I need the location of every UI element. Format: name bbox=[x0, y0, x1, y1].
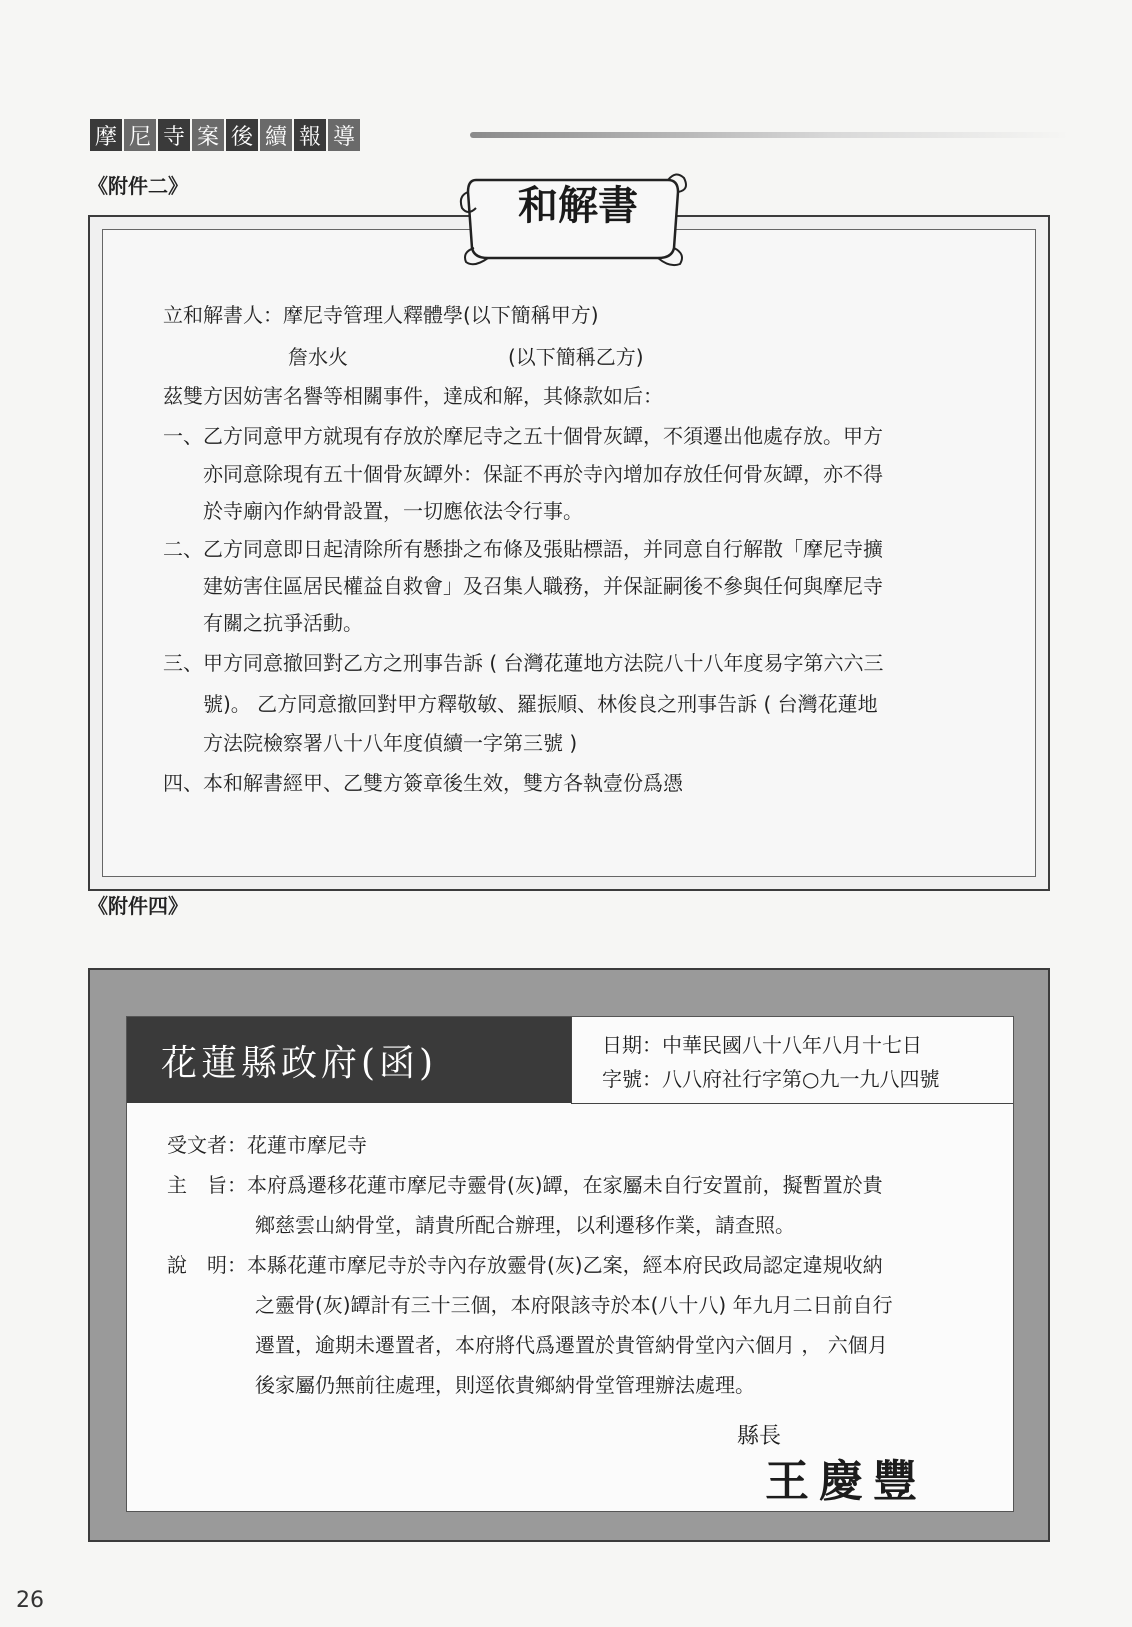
party-b-line: 詹水火 (以下簡稱乙方) bbox=[288, 345, 644, 369]
government-letter bbox=[88, 968, 1050, 1542]
section-banner bbox=[90, 118, 362, 152]
letter-number: 字號：八八府社行字第○九一九八四號 bbox=[602, 1067, 940, 1091]
section-title-char: 寺 bbox=[158, 119, 190, 151]
signatory-name: 王慶豐 bbox=[765, 1456, 927, 1507]
clause-line: 四、本和解書經甲、乙雙方簽章後生效，雙方各執壹份爲憑 bbox=[163, 771, 683, 795]
section-title-char: 報 bbox=[294, 119, 326, 151]
subject-line: 鄉慈雲山納骨堂，請貴所配合辦理，以利遷移作業，請查照。 bbox=[255, 1213, 795, 1237]
section-title-char: 尼 bbox=[124, 119, 156, 151]
clause-line: 方法院檢察署八十八年度偵續一字第三號 ) bbox=[203, 731, 578, 755]
banner-divider bbox=[470, 132, 1070, 138]
section-title bbox=[90, 119, 362, 151]
page-number: 26 bbox=[16, 1588, 44, 1613]
section-title-char: 導 bbox=[328, 119, 360, 151]
settlement-document bbox=[88, 215, 1050, 891]
section-title-char: 續 bbox=[260, 119, 292, 151]
scroll-banner bbox=[458, 162, 688, 270]
issuing-agency: 花蓮縣政府(函) bbox=[127, 1017, 571, 1103]
attachment-4-label: 《附件四》 bbox=[88, 894, 188, 918]
clause-line: 建妨害住區居民權益自救會」及召集人職務，并保証嗣後不參與任何與摩尼寺 bbox=[203, 574, 883, 598]
explanation-line: 遷置，逾期未遷置者，本府將代爲遷置於貴管納骨堂內六個月 ， 六個月 bbox=[255, 1333, 888, 1357]
clause-line: 三、甲方同意撤回對乙方之刑事告訴 ( 台灣花蓮地方法院八十八年度易字第六六三 bbox=[163, 651, 884, 675]
attachment-2-label: 《附件二》 bbox=[88, 174, 188, 198]
explanation-line: 之靈骨(灰)罈計有三十三個，本府限該寺於本(八十八) 年九月二日前自行 bbox=[255, 1293, 893, 1317]
party-a-line: 立和解書人：摩尼寺管理人釋體學(以下簡稱甲方) bbox=[163, 303, 599, 327]
government-letter-body bbox=[126, 1016, 1014, 1512]
recipient-line: 受文者：花蓮市摩尼寺 bbox=[167, 1133, 367, 1157]
section-title-char: 摩 bbox=[90, 119, 122, 151]
explanation-line: 說 明：本縣花蓮市摩尼寺於寺內存放靈骨(灰)乙案，經本府民政局認定違規收納 bbox=[167, 1253, 883, 1277]
signatory-title: 縣長 bbox=[737, 1424, 782, 1449]
section-title-char: 後 bbox=[226, 119, 258, 151]
clause-line: 有關之抗爭活動。 bbox=[203, 611, 363, 635]
settlement-title: 和解書 bbox=[518, 182, 638, 229]
intro-line: 茲雙方因妨害名譽等相關事件，達成和解，其條款如后： bbox=[163, 384, 663, 408]
letter-meta bbox=[571, 1017, 1013, 1104]
section-title-char: 案 bbox=[192, 119, 224, 151]
letter-date: 日期：中華民國八十八年八月十七日 bbox=[602, 1033, 922, 1057]
clause-line: 於寺廟內作納骨設置，一切應依法令行事。 bbox=[203, 499, 583, 523]
subject-line: 主 旨：本府爲遷移花蓮市摩尼寺靈骨(灰)罈，在家屬未自行安置前，擬暫置於貴 bbox=[167, 1173, 883, 1197]
explanation-line: 後家屬仍無前往處理，則逕依貴鄉納骨堂管理辦法處理。 bbox=[255, 1373, 755, 1397]
clause-line: 一、乙方同意甲方就現有存放於摩尼寺之五十個骨灰罈，不須遷出他處存放。甲方 bbox=[163, 424, 883, 448]
clause-line: 二、乙方同意即日起清除所有懸掛之布條及張貼標語，并同意自行解散「摩尼寺擴 bbox=[163, 537, 883, 561]
clause-line: 亦同意除現有五十個骨灰罈外：保証不再於寺內增加存放任何骨灰罈，亦不得 bbox=[203, 462, 883, 486]
clause-line: 號)。 乙方同意撤回對甲方釋敬敏、羅振順、林俊良之刑事告訴 ( 台灣花蓮地 bbox=[203, 692, 878, 716]
